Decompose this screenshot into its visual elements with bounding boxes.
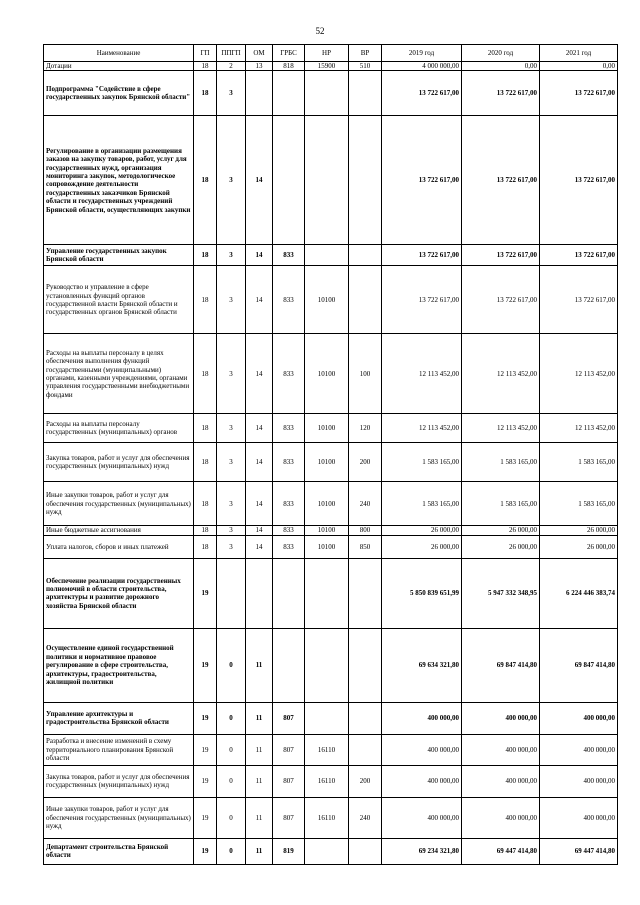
row-om: 14	[246, 116, 273, 245]
row-vr: 240	[349, 482, 382, 526]
row-amount-2021: 69 847 414,80	[540, 628, 618, 702]
row-vr	[349, 116, 382, 245]
row-amount-2021: 13 722 617,00	[540, 266, 618, 334]
row-grbs: 807	[273, 702, 305, 734]
row-amount-2019: 4 000 000,00	[382, 62, 462, 71]
row-nr	[305, 628, 349, 702]
column-header-vr: ВР	[349, 45, 382, 62]
row-om: 14	[246, 266, 273, 334]
row-vr	[349, 838, 382, 864]
row-ppgp: 3	[217, 535, 246, 558]
row-grbs: 833	[273, 334, 305, 414]
row-amount-2019: 400 000,00	[382, 734, 462, 765]
row-ppgp: 3	[217, 266, 246, 334]
row-amount-2021: 400 000,00	[540, 734, 618, 765]
row-vr	[349, 266, 382, 334]
row-amount-2019: 12 113 452,00	[382, 334, 462, 414]
row-name: Регулирование в организации размещения заказов на закупку товаров, работ, услуг для государственных нужд, организация мониторинга закупок, методологическое сопровождение деятельности государственных заказчиков Брянской области и государственных учреждений Брянской области, осуществляющих закупки	[44, 116, 194, 245]
row-amount-2020: 26 000,00	[462, 535, 540, 558]
row-om	[246, 558, 273, 628]
row-om: 14	[246, 245, 273, 266]
row-amount-2020: 69 447 414,80	[462, 838, 540, 864]
column-header-gp: ГП	[194, 45, 217, 62]
row-ppgp: 0	[217, 838, 246, 864]
row-grbs: 819	[273, 838, 305, 864]
row-amount-2020: 400 000,00	[462, 702, 540, 734]
row-ppgp: 2	[217, 62, 246, 71]
table-body	[44, 62, 618, 865]
row-ppgp: 3	[217, 71, 246, 116]
row-gp: 18	[194, 266, 217, 334]
row-vr: 120	[349, 414, 382, 443]
row-amount-2019: 13 722 617,00	[382, 266, 462, 334]
row-nr: 16110	[305, 797, 349, 838]
row-name: Закупка товаров, работ и услуг для обеспечения государственных (муниципальных) нужд	[44, 765, 194, 797]
row-ppgp: 3	[217, 245, 246, 266]
column-header-ppgp: ППГП	[217, 45, 246, 62]
row-vr	[349, 558, 382, 628]
row-amount-2019: 400 000,00	[382, 765, 462, 797]
row-amount-2019: 13 722 617,00	[382, 245, 462, 266]
table-row	[44, 702, 618, 734]
row-nr: 10100	[305, 535, 349, 558]
row-ppgp: 3	[217, 334, 246, 414]
row-nr	[305, 71, 349, 116]
row-amount-2021: 12 113 452,00	[540, 414, 618, 443]
row-vr: 800	[349, 526, 382, 535]
row-nr: 10100	[305, 334, 349, 414]
row-amount-2019: 400 000,00	[382, 702, 462, 734]
row-nr: 16110	[305, 765, 349, 797]
row-vr: 200	[349, 443, 382, 482]
row-ppgp: 3	[217, 526, 246, 535]
row-amount-2021: 0,00	[540, 62, 618, 71]
row-name: Обеспечение реализации государственных полномочий в области строительства, архитектуры и развитие дорожного хозяйства Брянской области	[44, 558, 194, 628]
row-gp: 19	[194, 628, 217, 702]
row-vr	[349, 628, 382, 702]
table-row	[44, 62, 618, 71]
row-grbs: 833	[273, 443, 305, 482]
row-gp: 18	[194, 71, 217, 116]
row-vr: 100	[349, 334, 382, 414]
row-amount-2019: 69 634 321,80	[382, 628, 462, 702]
row-om: 14	[246, 482, 273, 526]
row-amount-2021: 69 447 414,80	[540, 838, 618, 864]
row-grbs	[273, 71, 305, 116]
column-header-2020: 2020 год	[462, 45, 540, 62]
row-amount-2020: 13 722 617,00	[462, 71, 540, 116]
row-amount-2021: 1 583 165,00	[540, 482, 618, 526]
row-amount-2019: 26 000,00	[382, 535, 462, 558]
row-amount-2021: 400 000,00	[540, 765, 618, 797]
row-vr: 510	[349, 62, 382, 71]
row-amount-2020: 1 583 165,00	[462, 443, 540, 482]
row-name: Иные бюджетные ассигнования	[44, 526, 194, 535]
row-amount-2021: 13 722 617,00	[540, 245, 618, 266]
row-gp: 19	[194, 734, 217, 765]
row-om: 11	[246, 838, 273, 864]
row-gp: 18	[194, 535, 217, 558]
column-header-2021: 2021 год	[540, 45, 618, 62]
row-ppgp: 0	[217, 765, 246, 797]
row-vr: 240	[349, 797, 382, 838]
row-amount-2020: 400 000,00	[462, 797, 540, 838]
row-grbs: 833	[273, 482, 305, 526]
row-nr	[305, 116, 349, 245]
row-amount-2020: 12 113 452,00	[462, 334, 540, 414]
table-row	[44, 628, 618, 702]
row-ppgp: 3	[217, 116, 246, 245]
row-ppgp: 0	[217, 797, 246, 838]
row-ppgp: 0	[217, 734, 246, 765]
row-nr: 10100	[305, 526, 349, 535]
row-gp: 19	[194, 797, 217, 838]
row-ppgp: 3	[217, 414, 246, 443]
column-header-grbs: ГРБС	[273, 45, 305, 62]
row-vr	[349, 734, 382, 765]
row-nr	[305, 558, 349, 628]
row-vr	[349, 245, 382, 266]
row-name: Иные закупки товаров, работ и услуг для обеспечения государственных (муниципальных) нужд	[44, 797, 194, 838]
row-nr: 10100	[305, 266, 349, 334]
row-name: Осуществление единой государственной политики и нормативное правовое регулирование в сфере строительства, архитектуры, градостроительства, жилищной политики	[44, 628, 194, 702]
row-gp: 18	[194, 443, 217, 482]
row-om: 11	[246, 734, 273, 765]
row-gp: 18	[194, 116, 217, 245]
row-amount-2021: 12 113 452,00	[540, 334, 618, 414]
row-ppgp: 3	[217, 443, 246, 482]
row-name: Закупка товаров, работ и услуг для обеспечения государственных (муниципальных) нужд	[44, 443, 194, 482]
row-amount-2020: 13 722 617,00	[462, 266, 540, 334]
row-gp: 19	[194, 558, 217, 628]
row-gp: 18	[194, 245, 217, 266]
row-name: Руководство и управление в сфере установленных функций органов государственной власти Брянской области и государственных органов Брянской области	[44, 266, 194, 334]
row-amount-2019: 400 000,00	[382, 797, 462, 838]
row-amount-2021: 6 224 446 383,74	[540, 558, 618, 628]
table-row	[44, 245, 618, 266]
row-amount-2019: 12 113 452,00	[382, 414, 462, 443]
row-gp: 19	[194, 838, 217, 864]
row-nr: 10100	[305, 414, 349, 443]
row-nr	[305, 245, 349, 266]
row-name: Департамент строительства Брянской области	[44, 838, 194, 864]
row-grbs	[273, 558, 305, 628]
row-name: Разработка и внесение изменений в схему территориального планирования Брянской области	[44, 734, 194, 765]
row-vr: 200	[349, 765, 382, 797]
page-number: 52	[315, 26, 325, 36]
row-name: Иные закупки товаров, работ и услуг для обеспечения государственных (муниципальных) нужд	[44, 482, 194, 526]
row-gp: 19	[194, 765, 217, 797]
table-row	[44, 482, 618, 526]
row-amount-2019: 1 583 165,00	[382, 443, 462, 482]
row-grbs	[273, 116, 305, 245]
column-header-om: ОМ	[246, 45, 273, 62]
row-amount-2020: 12 113 452,00	[462, 414, 540, 443]
row-amount-2020: 5 947 332 348,95	[462, 558, 540, 628]
row-gp: 18	[194, 62, 217, 71]
row-om: 11	[246, 797, 273, 838]
row-nr	[305, 838, 349, 864]
row-amount-2019: 26 000,00	[382, 526, 462, 535]
row-om: 11	[246, 765, 273, 797]
row-gp: 18	[194, 334, 217, 414]
row-ppgp	[217, 558, 246, 628]
row-amount-2021: 13 722 617,00	[540, 116, 618, 245]
row-grbs: 833	[273, 526, 305, 535]
row-amount-2020: 69 847 414,80	[462, 628, 540, 702]
row-nr	[305, 702, 349, 734]
row-amount-2020: 0,00	[462, 62, 540, 71]
table-row	[44, 734, 618, 765]
table-row	[44, 765, 618, 797]
table-row	[44, 797, 618, 838]
row-amount-2020: 26 000,00	[462, 526, 540, 535]
row-grbs	[273, 628, 305, 702]
table-row	[44, 838, 618, 864]
row-nr: 15900	[305, 62, 349, 71]
row-name: Подпрограмма "Содействие в сфере государственных закупок Брянской области"	[44, 71, 194, 116]
row-amount-2021: 26 000,00	[540, 526, 618, 535]
row-gp: 18	[194, 414, 217, 443]
row-om: 13	[246, 62, 273, 71]
row-grbs: 833	[273, 414, 305, 443]
table-row	[44, 71, 618, 116]
table-row	[44, 266, 618, 334]
row-om: 14	[246, 334, 273, 414]
row-gp: 19	[194, 702, 217, 734]
row-vr	[349, 702, 382, 734]
row-vr	[349, 71, 382, 116]
row-name: Дотации	[44, 62, 194, 71]
header-row	[44, 45, 618, 62]
row-grbs: 807	[273, 734, 305, 765]
table-row	[44, 443, 618, 482]
column-header-2019: 2019 год	[382, 45, 462, 62]
row-ppgp: 3	[217, 482, 246, 526]
table-row	[44, 334, 618, 414]
row-name: Управление государственных закупок Брянской области	[44, 245, 194, 266]
row-amount-2020: 400 000,00	[462, 734, 540, 765]
row-grbs: 807	[273, 797, 305, 838]
column-header-nr: НР	[305, 45, 349, 62]
row-name: Расходы на выплаты персоналу государственных (муниципальных) органов	[44, 414, 194, 443]
row-grbs: 807	[273, 765, 305, 797]
row-amount-2019: 13 722 617,00	[382, 71, 462, 116]
row-grbs: 833	[273, 245, 305, 266]
row-name: Расходы на выплаты персоналу в целях обеспечения выполнения функций государственными (муниципальными) органами, казенными учреждениями, органами управления государственными внебюджетными фондами	[44, 334, 194, 414]
row-amount-2019: 69 234 321,80	[382, 838, 462, 864]
row-amount-2019: 5 850 839 651,99	[382, 558, 462, 628]
row-amount-2020: 13 722 617,00	[462, 245, 540, 266]
row-gp: 18	[194, 526, 217, 535]
row-amount-2019: 1 583 165,00	[382, 482, 462, 526]
row-name: Управление архитектуры и градостроительства Брянской области	[44, 702, 194, 734]
budget-table	[43, 44, 618, 865]
table-row	[44, 535, 618, 558]
row-name: Уплата налогов, сборов и иных платежей	[44, 535, 194, 558]
row-amount-2020: 400 000,00	[462, 765, 540, 797]
row-amount-2021: 400 000,00	[540, 797, 618, 838]
column-header-name: Наименование	[44, 45, 194, 62]
row-grbs: 833	[273, 535, 305, 558]
row-gp: 18	[194, 482, 217, 526]
row-amount-2020: 1 583 165,00	[462, 482, 540, 526]
row-amount-2021: 1 583 165,00	[540, 443, 618, 482]
row-ppgp: 0	[217, 628, 246, 702]
row-amount-2021: 26 000,00	[540, 535, 618, 558]
row-om	[246, 71, 273, 116]
row-grbs: 833	[273, 266, 305, 334]
row-nr: 16110	[305, 734, 349, 765]
row-om: 11	[246, 628, 273, 702]
row-amount-2020: 13 722 617,00	[462, 116, 540, 245]
table-row	[44, 558, 618, 628]
row-amount-2021: 13 722 617,00	[540, 71, 618, 116]
table-row	[44, 414, 618, 443]
row-om: 14	[246, 443, 273, 482]
row-amount-2019: 13 722 617,00	[382, 116, 462, 245]
row-vr: 850	[349, 535, 382, 558]
row-amount-2021: 400 000,00	[540, 702, 618, 734]
row-om: 14	[246, 414, 273, 443]
table-row	[44, 116, 618, 245]
table-row	[44, 526, 618, 535]
row-om: 14	[246, 526, 273, 535]
row-om: 14	[246, 535, 273, 558]
row-om: 11	[246, 702, 273, 734]
row-ppgp: 0	[217, 702, 246, 734]
row-grbs: 818	[273, 62, 305, 71]
row-nr: 10100	[305, 482, 349, 526]
row-nr: 10100	[305, 443, 349, 482]
